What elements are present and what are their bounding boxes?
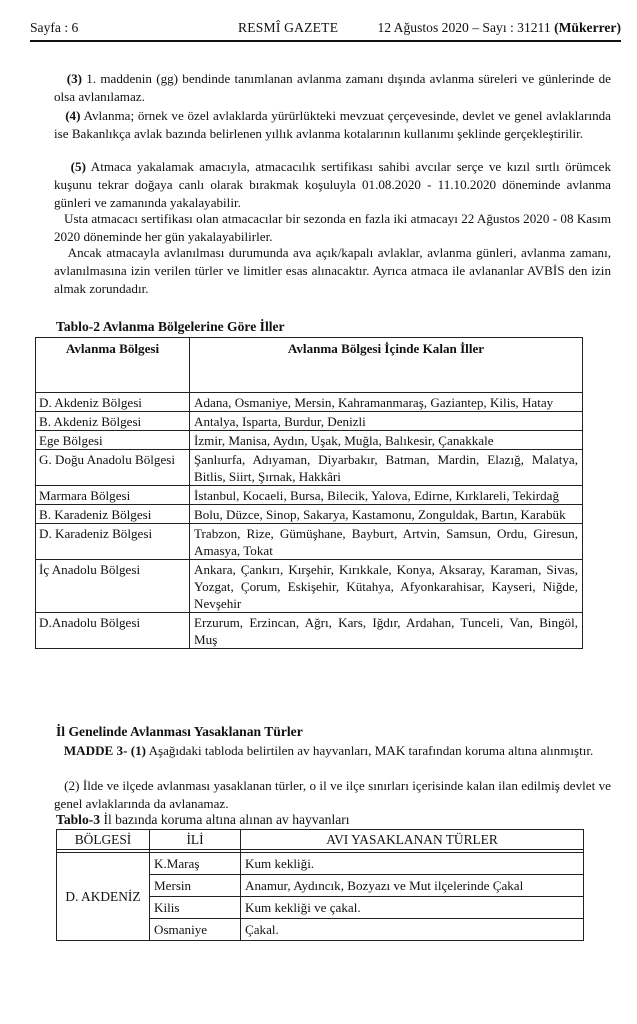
paragraph-text: Ancak atmacayla avlanılması durumunda ava açık/kapalı avlaklar, avlanma günleri, avlanma zamanı, avlanılmasına izin verilen türler ve limitler esas alınacaktır. Ayrıca atmaca ile avlananlar AVBİS den izin almak zorundadır.: [54, 245, 611, 297]
page-number: Sayfa : 6: [30, 20, 79, 35]
paragraph-3: [54, 70, 611, 106]
region-cell: D. Karadeniz Bölgesi: [36, 524, 190, 560]
region-cell: Ege Bölgesi: [36, 431, 190, 450]
madde-label: MADDE 3-: [63, 743, 128, 758]
repeated-label: (Mükerrer): [554, 20, 621, 35]
table-row: [57, 853, 584, 875]
paragraph-number: (3): [66, 71, 83, 86]
table-row: [36, 560, 583, 613]
gazette-name: RESMÎ GAZETE: [238, 20, 339, 35]
table-row: [36, 505, 583, 524]
table-row: [36, 450, 583, 486]
province-cell: Kilis: [150, 897, 241, 919]
paragraph-text: Usta atmacacı sertifikası olan atmacacılar bir sezonda en fazla iki atmacayı 22 Ağustos 2020 - 08 Kasım 2020 döneminde her gün yakalayabilirler.: [54, 211, 612, 245]
table-row: [36, 524, 583, 560]
page-header: [30, 18, 621, 42]
paragraph-text: Aşağıdaki tabloda belirtilen av hayvanları, MAK tarafından koruma altına alınmıştır.: [146, 743, 594, 758]
province-cell: Osmaniye: [150, 919, 241, 941]
cities-cell: Bolu, Düzce, Sinop, Sakarya, Kastamonu, Zonguldak, Bartın, Karabük: [190, 505, 583, 524]
tablo3-caption: İl bazında koruma altına alınan av hayvanları: [100, 812, 350, 827]
cities-cell: Adana, Osmaniye, Mersin, Kahramanmaraş, Gaziantep, Kilis, Hatay: [190, 393, 583, 412]
paragraph-6: [54, 210, 611, 246]
table-header-row: [36, 338, 583, 393]
table-row: [36, 613, 583, 649]
paragraph-number: (5): [70, 159, 86, 174]
tablo2-table: [35, 337, 583, 649]
tablo3-table: [56, 829, 584, 941]
region-cell: B. Akdeniz Bölgesi: [36, 412, 190, 431]
madde-3-paragraph: [54, 742, 611, 760]
tablo2-title: Tablo-2 Avlanma Bölgelerine Göre İller: [56, 319, 285, 334]
issue-info: [377, 20, 621, 36]
madde-3-paragraph-2: [54, 777, 611, 813]
paragraph-text: Atmaca yakalamak amacıyla, atmacacılık sertifikası sahibi avcılar serçe ve kızıl sırtlı örümcek kuşunu tekrar doğaya canlı olarak bırakmak koşuluyla 01.08.2020 - 11.10.2020 döneminde avlanma günleri ve zamanında yakalayabilir.: [54, 159, 611, 211]
paragraph-4: [54, 107, 611, 143]
region-cell: G. Doğu Anadolu Bölgesi: [36, 450, 190, 486]
region-cell: Marmara Bölgesi: [36, 486, 190, 505]
column-header-species: AVI YASAKLANAN TÜRLER: [241, 830, 584, 850]
cities-cell: Trabzon, Rize, Gümüşhane, Bayburt, Artvin, Samsun, Ordu, Giresun, Amasya, Tokat: [190, 524, 583, 560]
region-cell: D.Anadolu Bölgesi: [36, 613, 190, 649]
province-cell: Mersin: [150, 875, 241, 897]
table-header-row: [57, 830, 584, 850]
cities-cell: Ankara, Çankırı, Kırşehir, Kırıkkale, Konya, Aksaray, Karaman, Sivas, Yozgat, Çorum, Eskişehir, Kütahya, Afyonkarahisar, Kayseri, Niğde, Nevşehir: [190, 560, 583, 613]
tablo3-title: [56, 812, 350, 828]
issue-date: 12 Ağustos 2020 – Sayı : 31211: [377, 20, 551, 35]
cities-cell: Şanlıurfa, Adıyaman, Diyarbakır, Batman, Mardin, Elazığ, Malatya, Bitlis, Siirt, Şırnak, Hakkâri: [190, 450, 583, 486]
column-header-region: Avlanma Bölgesi: [36, 338, 190, 393]
paragraph-5: [54, 158, 611, 212]
region-cell: İç Anadolu Bölgesi: [36, 560, 190, 613]
region-cell: D. AKDENİZ: [57, 853, 150, 941]
paragraph-text: (2) İlde ve ilçede avlanması yasaklanan türler, o il ve ilçe sınırları içerisinde kalan ilan edilmiş devlet ve genel avlaklarında da avlanamaz.: [54, 778, 611, 812]
table-row: [36, 431, 583, 450]
section-title: İl Genelinde Avlanması Yasaklanan Türler: [56, 724, 303, 739]
cities-cell: İzmir, Manisa, Aydın, Uşak, Muğla, Balıkesir, Çanakkale: [190, 431, 583, 450]
paragraph-text: Avlanma; örnek ve özel avlaklarda yürürlükteki mevzuat çerçevesinde, devlet ve genel avlaklarında ise Bakanlıkça avlak bazında belirlenen yıllık avlanma kotalarının kullanımı şeklinde gerçekleştirilir.: [54, 108, 611, 142]
cities-cell: Antalya, Isparta, Burdur, Denizli: [190, 412, 583, 431]
species-cell: Çakal.: [241, 919, 584, 941]
column-header-cities: Avlanma Bölgesi İçinde Kalan İller: [190, 338, 583, 393]
table-row: [36, 486, 583, 505]
cities-cell: İstanbul, Kocaeli, Bursa, Bilecik, Yalova, Edirne, Kırklareli, Tekirdağ: [190, 486, 583, 505]
paragraph-text: 1. maddenin (gg) bendinde tanımlanan avlanma zamanı dışında avlanma süreleri ve günlerinde de olsa avlanılamaz.: [54, 71, 611, 105]
madde-number: (1): [127, 743, 147, 758]
province-cell: K.Maraş: [150, 853, 241, 875]
table-row: [36, 412, 583, 431]
species-cell: Kum kekliği ve çakal.: [241, 897, 584, 919]
region-cell: B. Karadeniz Bölgesi: [36, 505, 190, 524]
column-header-region: BÖLGESİ: [57, 830, 150, 850]
paragraph-number: (4): [65, 108, 81, 123]
cities-cell: Erzurum, Erzincan, Ağrı, Kars, Iğdır, Ardahan, Tunceli, Van, Bingöl, Muş: [190, 613, 583, 649]
column-header-province: İLİ: [150, 830, 241, 850]
tablo3-label: Tablo-3: [56, 812, 101, 827]
species-cell: Anamur, Aydıncık, Bozyazı ve Mut ilçelerinde Çakal: [241, 875, 584, 897]
species-cell: Kum kekliği.: [241, 853, 584, 875]
region-cell: D. Akdeniz Bölgesi: [36, 393, 190, 412]
table-row: [36, 393, 583, 412]
paragraph-7: [54, 244, 611, 298]
